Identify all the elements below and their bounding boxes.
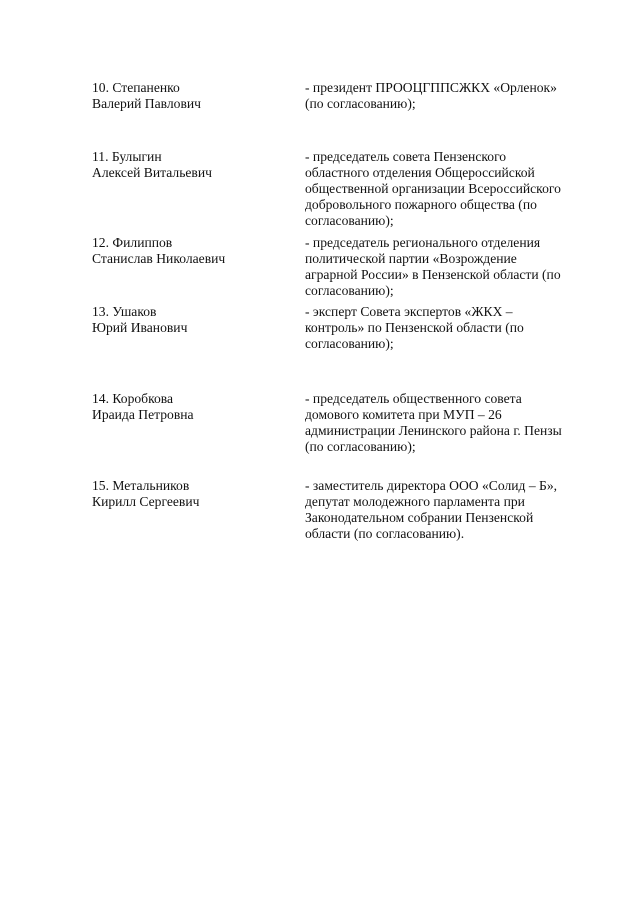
member-role <box>305 478 605 542</box>
member-role-line: аграрной России» в Пензенской области (по <box>305 267 561 282</box>
member-name-line: 13. Ушаков <box>92 304 157 319</box>
member-role-line: согласованию); <box>305 213 394 228</box>
member-role-line: согласованию); <box>305 336 394 351</box>
member-role-line: (по согласованию); <box>305 96 416 111</box>
member-role <box>305 304 605 352</box>
member-role <box>305 391 605 455</box>
member-role-line: (по согласованию); <box>305 439 416 454</box>
member-role-line: контроль» по Пензенской области (по <box>305 320 524 335</box>
member-role-line: депутат молодежного парламента при <box>305 494 525 509</box>
member-role-line: - президент ПРООЦГППСЖКХ «Орленок» <box>305 80 557 95</box>
member-role-line: Законодательном собрании Пензенской <box>305 510 534 525</box>
member-name-line: Алексей Витальевич <box>92 165 212 180</box>
member-role <box>305 80 605 112</box>
member-name <box>92 304 292 336</box>
member-role-line: - эксперт Совета экспертов «ЖКХ – <box>305 304 513 319</box>
member-name-line: Станислав Николаевич <box>92 251 226 266</box>
member-role <box>305 235 605 299</box>
member-name-line: 12. Филиппов <box>92 235 173 250</box>
member-name <box>92 80 292 112</box>
member-role-line: области (по согласованию). <box>305 526 465 541</box>
member-name-line: Валерий Павлович <box>92 96 201 111</box>
member-name <box>92 478 292 510</box>
member-name-line: 11. Булыгин <box>92 149 162 164</box>
member-role-line: добровольного пожарного общества (по <box>305 197 537 212</box>
member-role-line: - председатель регионального отделения <box>305 235 541 250</box>
member-role-line: - заместитель директора ООО «Солид – Б», <box>305 478 558 493</box>
member-name <box>92 149 292 181</box>
member-role-line: областного отделения Общероссийской <box>305 165 535 180</box>
member-name <box>92 391 292 423</box>
member-name-line: Ираида Петровна <box>92 407 194 422</box>
member-role-line: общественной организации Всероссийского <box>305 181 561 196</box>
member-name-line: Юрий Иванович <box>92 320 188 335</box>
member-role-line: домового комитета при МУП – 26 <box>305 407 502 422</box>
member-name-line: 15. Метальников <box>92 478 190 493</box>
member-role-line: - председатель совета Пензенского <box>305 149 507 164</box>
member-role-line: согласованию); <box>305 283 394 298</box>
member-name-line: Кирилл Сергеевич <box>92 494 200 509</box>
member-role-line: - председатель общественного совета <box>305 391 522 406</box>
member-role-line: администрации Ленинского района г. Пензы <box>305 423 562 438</box>
member-name <box>92 235 292 267</box>
member-name-line: 14. Коробкова <box>92 391 174 406</box>
member-role-line: политической партии «Возрождение <box>305 251 517 266</box>
member-name-line: 10. Степаненко <box>92 80 180 95</box>
member-role <box>305 149 605 229</box>
